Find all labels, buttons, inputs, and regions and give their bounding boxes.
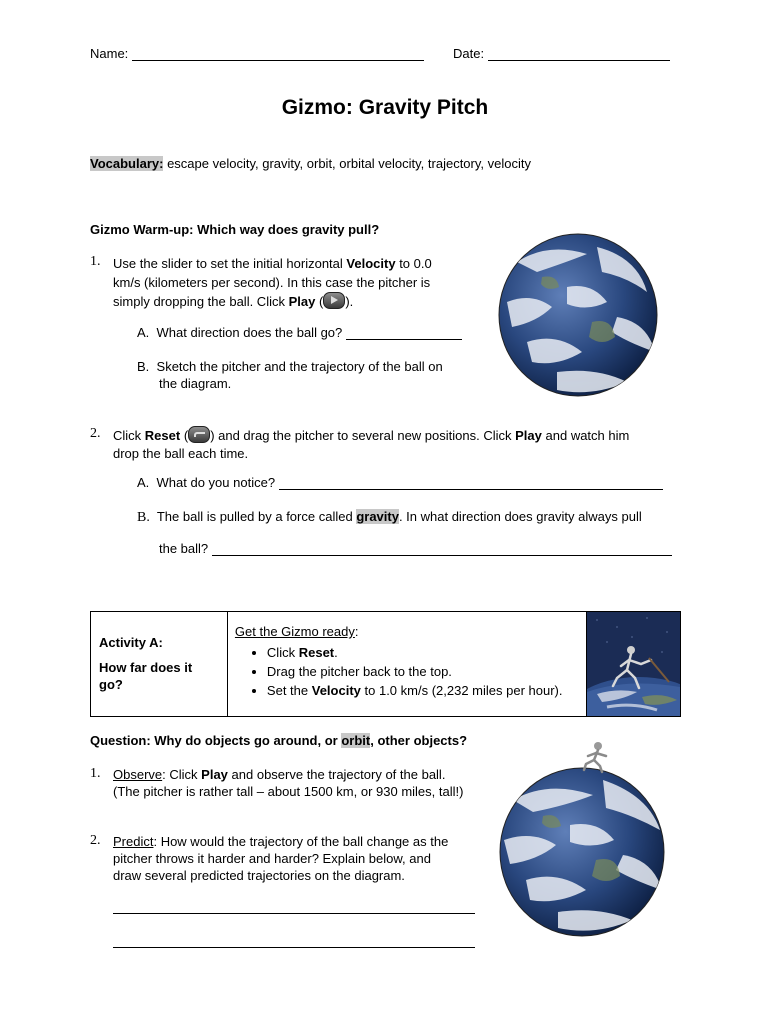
activity-title: Activity A: [99,635,163,650]
vocabulary-label: Vocabulary: [90,156,164,171]
play-button-icon [323,292,345,309]
name-blank[interactable] [132,46,424,61]
q2a: A. What do you notice? [137,475,663,490]
date-blank[interactable] [488,46,670,61]
vocabulary-line [90,156,531,171]
q2b: B. The ball is pulled by a force called gravity. In what direction does gravity always pull [137,509,642,525]
predict-number: 2. [90,833,101,848]
setup-step-2: • Drag the pitcher back to the top. [267,664,586,680]
setup-list [235,645,586,699]
q2-number: 2. [90,426,101,441]
orbit-term: orbit [341,733,371,748]
page-title: Gizmo: Gravity Pitch [281,96,489,119]
earth-diagram-1 [497,232,659,398]
q1a: A. What direction does the ball go? [137,325,462,340]
activity-subtitle: How far does it go? [99,660,193,692]
q1b: B. Sketch the pitcher and the trajectory of the ball on the diagram. [137,359,443,391]
activity-thumbnail-cell [586,612,680,717]
setup-step-1: • Click Reset. [267,645,586,661]
q2b-continued: the ball? [159,541,672,556]
q2a-answer-blank[interactable] [279,475,663,490]
observe-text: Observe: Click Play and observe the trajectory of the ball. (The pitcher is rather tall – about 1500 km, or 930 miles, tall!) [113,767,464,799]
q2b-answer-blank[interactable] [212,541,672,556]
q1-text: Use the slider to set the initial horizontal Velocity to 0.0 km/s (kilometers per second). In this case the pitcher is simply dropping the ball. Click Play ( ). [113,256,432,309]
pitcher-on-earth-thumbnail [587,612,680,716]
gravity-term: gravity [356,509,399,524]
predict-answer-line-1[interactable] [113,899,475,914]
name-field[interactable] [90,46,424,61]
q1a-answer-blank[interactable] [346,325,462,340]
date-label: Date: [453,46,485,61]
q1-number: 1. [90,254,101,269]
activity-title-cell [91,612,228,717]
q2-text: Click Reset ( ) and drag the pitcher to several new positions. Click Play and watch him drop the ball each time. [113,428,630,461]
setup-step-3: • Set the Velocity to 1.0 km/s (2,232 miles per hour). [267,683,586,699]
predict-text: Predict: How would the trajectory of the ball change as the pitcher throws it harder and harder? Explain below, and draw several predicted trajectories on the diagram. [113,834,449,883]
earth-diagram-2 [498,740,668,940]
vocabulary-terms: escape velocity, gravity, orbit, orbital velocity, trajectory, velocity [167,156,531,171]
warmup-heading: Gizmo Warm-up: Which way does gravity pull? [90,222,380,237]
pitcher-figure [584,742,606,772]
activity-setup-cell: Get the Gizmo ready: • Click Reset. • Drag the pitcher back to the top. • Set the Velocity to 1.0 km/s (2,232 miles per hour). [227,612,586,717]
ready-heading: Get the Gizmo ready [234,624,355,639]
question-heading: Question: Why do objects go around, or orbit, other objects? [90,733,468,748]
date-field[interactable] [453,46,670,61]
observe-number: 1. [90,766,101,781]
predict-answer-line-2[interactable] [113,933,475,948]
activity-table [90,611,681,717]
reset-button-icon [188,426,210,443]
name-label: Name: [90,46,129,61]
